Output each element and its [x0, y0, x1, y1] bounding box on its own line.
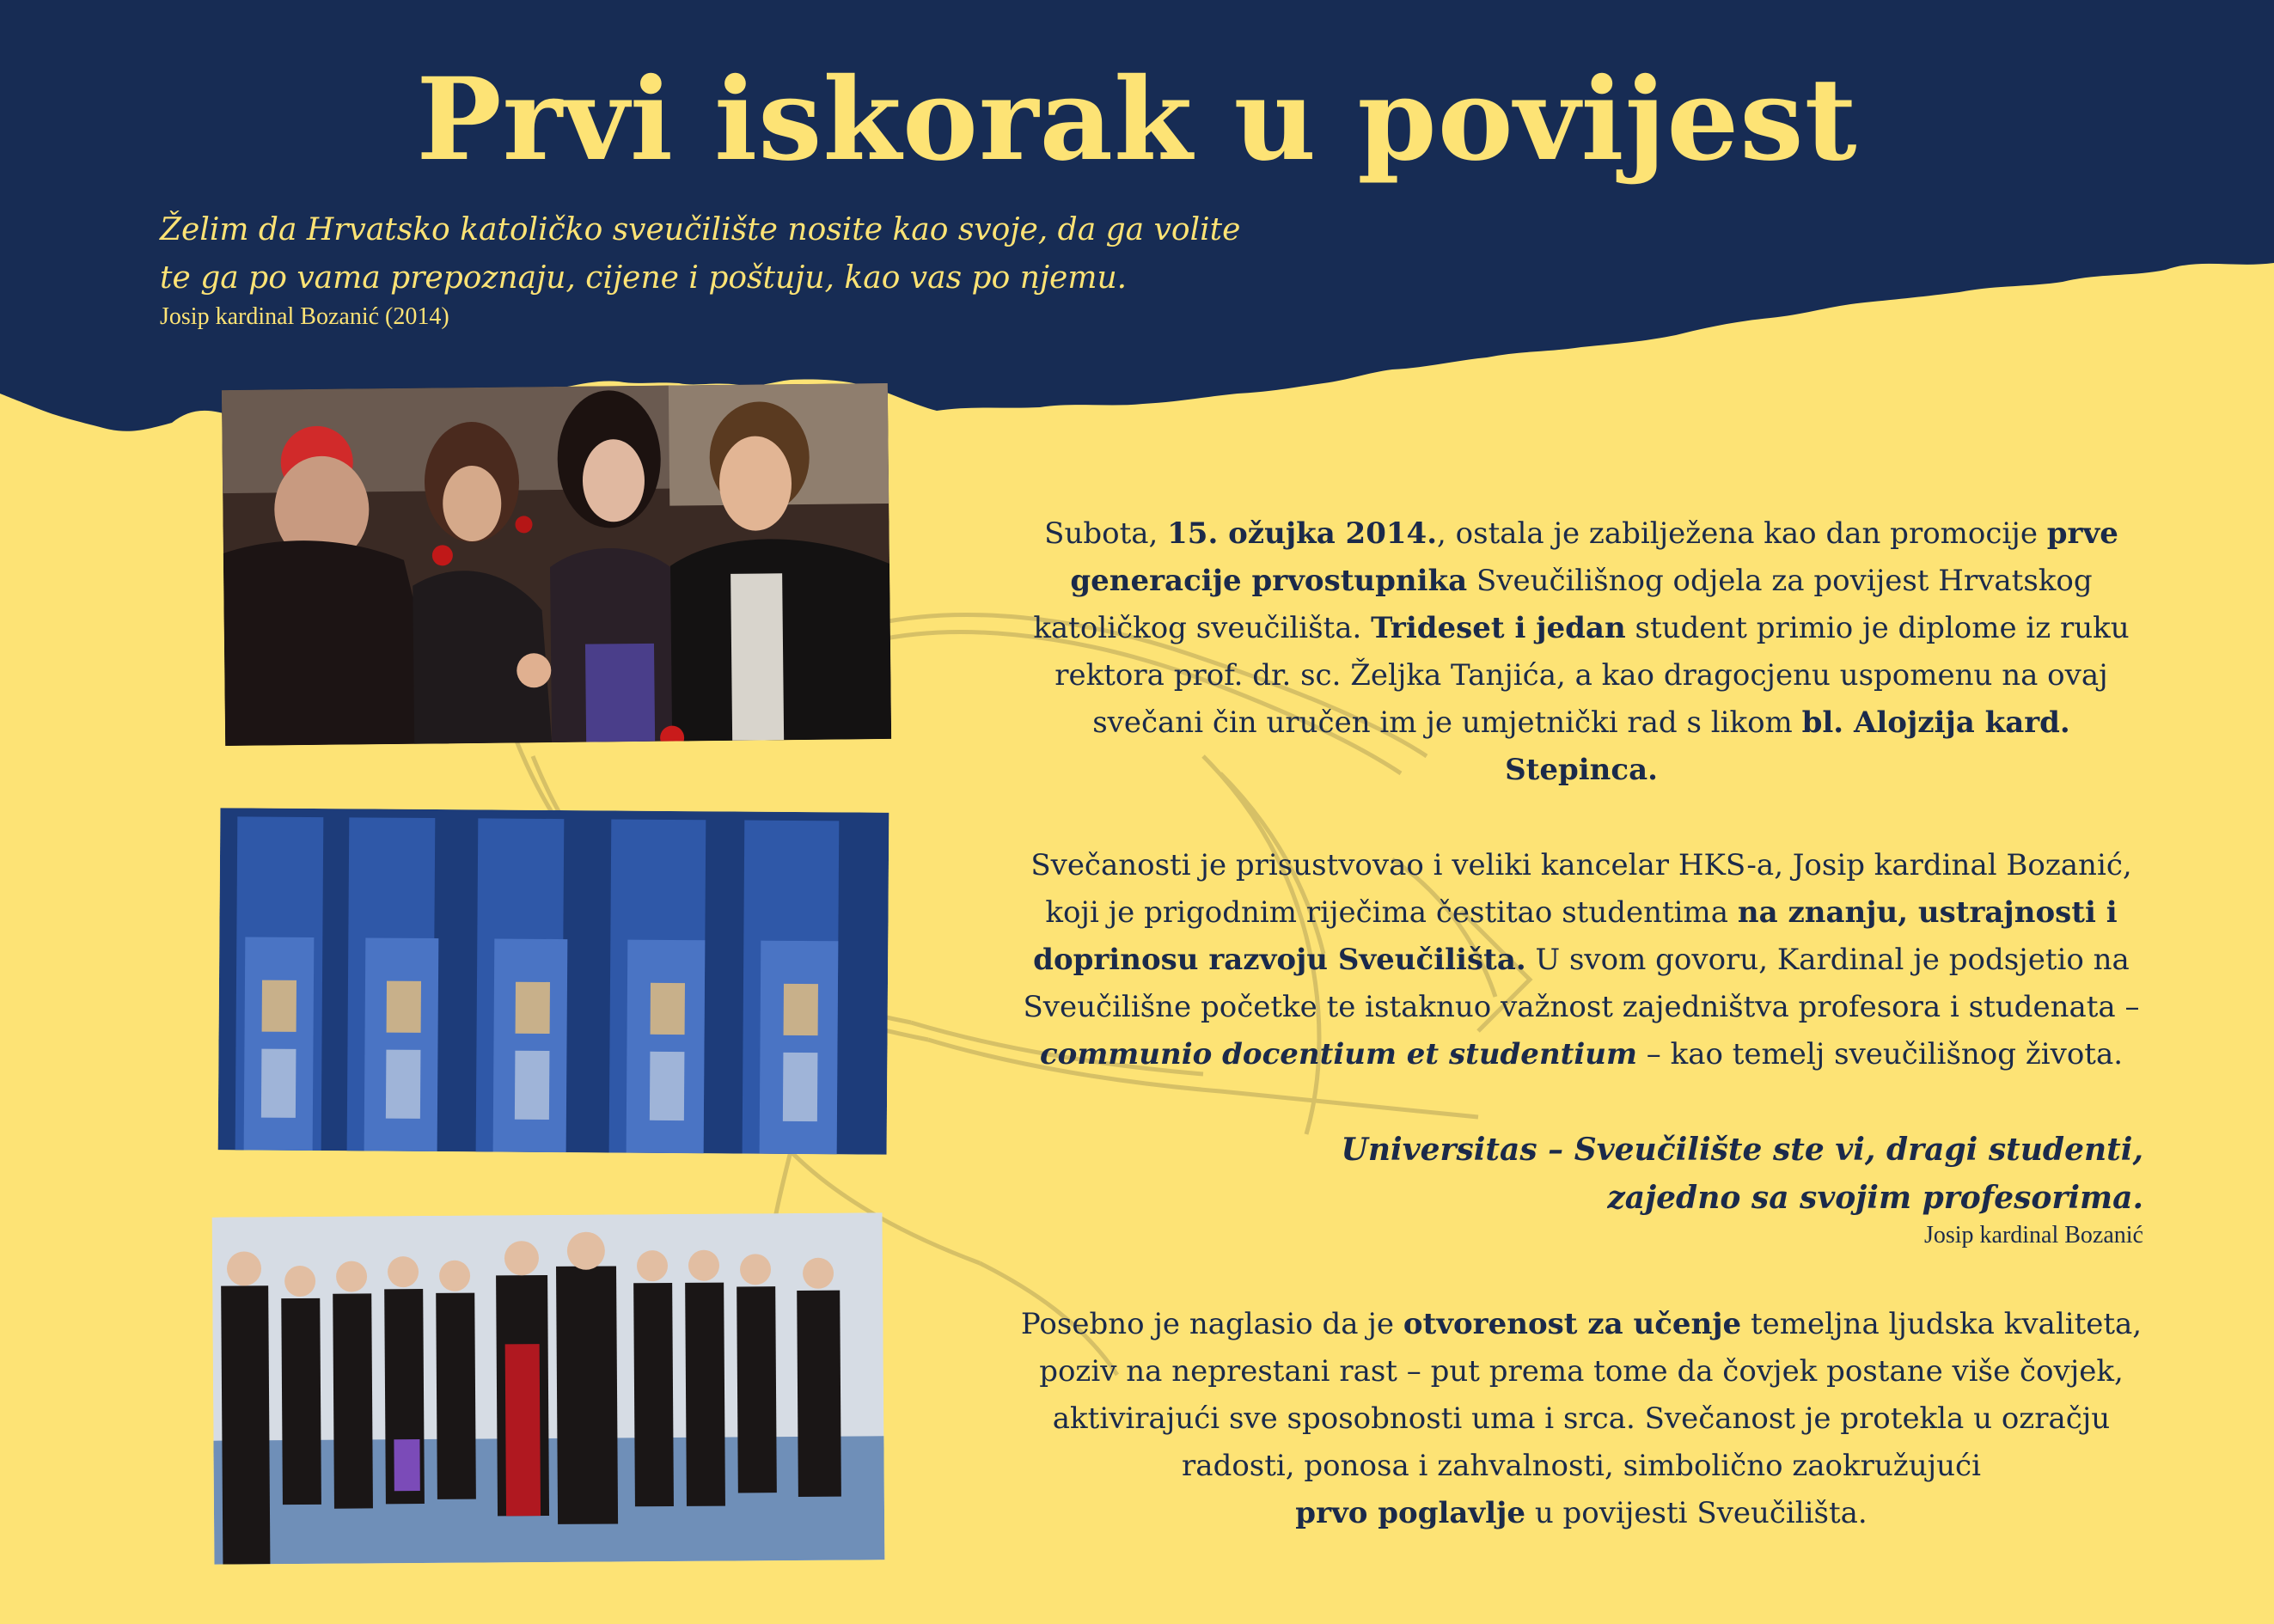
para2-bold-1: na znanju, ustrajnosti i doprinosu razvoju Sveučilišta.	[1033, 895, 2118, 977]
opening-quote	[160, 206, 1277, 302]
para4-bold-1: otvorenost za učenje	[1403, 1307, 1742, 1341]
page-title: Prvi iskorak u povijest	[416, 53, 1858, 186]
quote-line-1: Želim da Hrvatsko katoličko sveučilište nosite kao svoje, da ga volite	[160, 212, 1241, 247]
para2-text-1: Svečanosti je prisustvovao i veliki kancelar HKS-a, Josip kardinal Bozanić, koji je prigodnim riječima čestitao studentima	[1030, 848, 2132, 930]
quote-author: Josip kardinal Bozanić (2014)	[160, 303, 449, 330]
kardinal-quote-author: Josip kardinal Bozanić	[1923, 1222, 2143, 1249]
para2-text-2: U svom govoru, Kardinal je podsjetio na Sveučilišne početke te istaknuo važnost zajedništva profesora i studenata –	[1023, 943, 2140, 1024]
para1-date: 15. ožujka 2014.	[1167, 516, 1438, 551]
paragraph-3	[1014, 1301, 2149, 1537]
para2-latin-phrase: communio docentium et studentium	[1039, 1037, 1637, 1071]
paragraph-1	[1014, 510, 2149, 794]
group-photo	[212, 1212, 885, 1564]
kardinal-quote	[1341, 1126, 2143, 1222]
para1-text-2: , ostala je zabilježena kao dan promocije	[1437, 516, 2047, 551]
kardinal-quote-line-2: zajedno sa svojim profesorima.	[1607, 1180, 2143, 1216]
diploma-tubes-photo	[218, 808, 889, 1154]
para4-bold-2: prvo poglavlje	[1295, 1496, 1526, 1530]
para1-text-3: Sveučilišnog odjela za povijest Hrvatskog katoličkog sveučilišta.	[1033, 564, 2093, 645]
para4-text-3: u povijesti Sveučilišta.	[1525, 1496, 1867, 1530]
para2-text-3: – kao temelj sveučilišnog života.	[1636, 1037, 2124, 1071]
para4-text-1: Posebno je naglasio da je	[1020, 1307, 1403, 1341]
para1-bold-stepinac: bl. Alojzija kard. Stepinca.	[1505, 705, 2070, 787]
para1-text-1: Subota,	[1044, 516, 1168, 551]
para1-text-4: student primio je diplome iz ruku rektora prof. dr. sc. Željka Tanjića, a kao dragocjenu uspomenu na ovaj svečani čin uručen im je umjetnički rad s likom	[1054, 611, 2130, 740]
para1-bold-generation: prve generacije prvostupnika	[1070, 516, 2118, 598]
kardinal-quote-line-1: Universitas – Sveučilište ste vi, dragi studenti,	[1341, 1132, 2143, 1168]
handshake-ceremony-photo	[222, 383, 891, 746]
para1-bold-count: Trideset i jedan	[1371, 611, 1626, 645]
para4-text-2: temeljna ljudska kvaliteta, poziv na neprestani rast – put prema tome da čovjek postane više čovjek, aktivirajući sve sposobnosti uma i srca. Svečanost je protekla u ozračju radosti, ponosa i zahvalnosti, simbolično zaokružujući	[1039, 1307, 2143, 1483]
quote-line-2: te ga po vama prepoznaju, cijene i poštuju, kao vas po njemu.	[160, 260, 1128, 296]
paragraph-2	[1014, 842, 2149, 1078]
